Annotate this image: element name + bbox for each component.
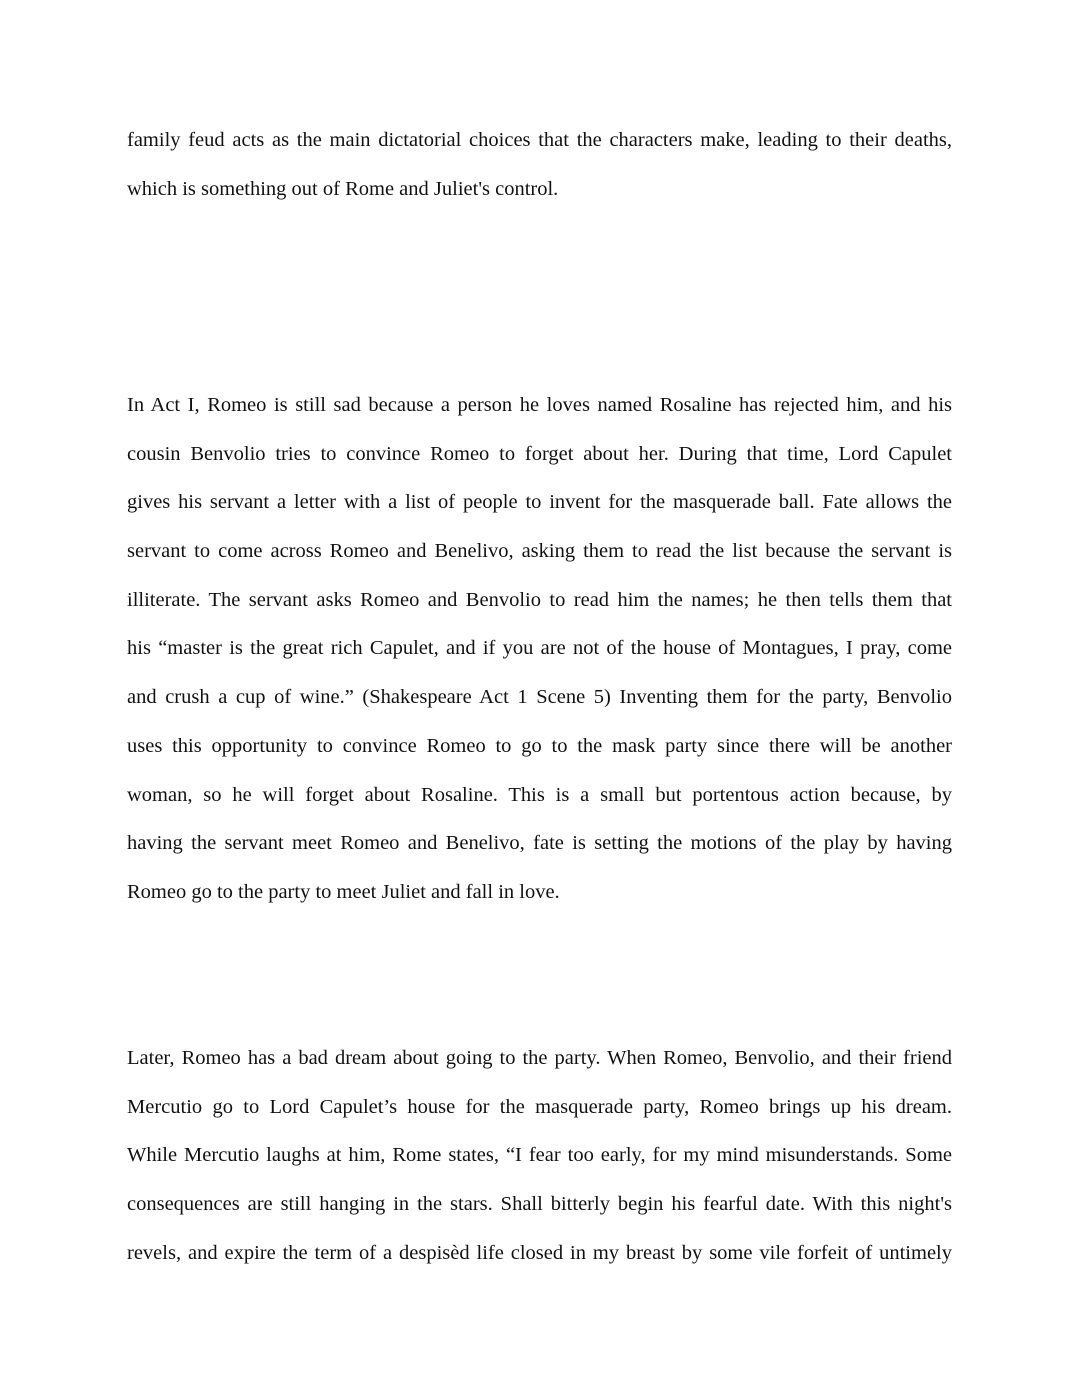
text-line: and crush a cup of wine.” (Shakespeare Act 1 Scene 5) Inventing them for the party, Benvolio: [127, 686, 952, 709]
text-line: woman, so he will forget about Rosaline. This is a small but portentous action because, by: [127, 783, 952, 806]
text-line: which is something out of Rome and Juliet's control.: [127, 177, 559, 200]
text-line: his “master is the great rich Capulet, and if you are not of the house of Montagues, I pray, come: [127, 637, 952, 660]
text-line: Mercutio go to Lord Capulet’s house for the masquerade party, Romeo brings up his dream.: [127, 1095, 952, 1118]
text-line: revels, and expire the term of a despisèd life closed in my breast by some vile forfeit of untimely: [127, 1241, 952, 1264]
text-line: illiterate. The servant asks Romeo and Benvolio to read him the names; he then tells them that: [127, 588, 952, 611]
text-line: Later, Romeo has a bad dream about going to the party. When Romeo, Benvolio, and their friend: [127, 1047, 952, 1069]
text-line: having the servant meet Romeo and Benelivo, fate is setting the motions of the play by having: [127, 832, 952, 855]
text-line: consequences are still hanging in the stars. Shall bitterly begin his fearful date. With this night's: [127, 1193, 952, 1216]
text-line: family feud acts as the main dictatorial choices that the characters make, leading to their deaths,: [127, 129, 952, 151]
paragraph-act-one: [127, 381, 952, 917]
text-line: gives his servant a letter with a list of people to invent for the masquerade ball. Fate allows the: [127, 491, 952, 514]
paragraph-feud-conclusion: [127, 116, 952, 213]
text-line: servant to come across Romeo and Benelivo, asking them to read the list because the servant is: [127, 540, 952, 563]
text-line: uses this opportunity to convince Romeo to go to the mask party since there will be another: [127, 734, 952, 757]
text-line: cousin Benvolio tries to convince Romeo to forget about her. During that time, Lord Capulet: [127, 442, 952, 465]
paragraph-romeo-dream: [127, 1034, 952, 1277]
text-line: In Act I, Romeo is still sad because a person he loves named Rosaline has rejected him, and his: [127, 394, 952, 416]
text-line: While Mercutio laughs at him, Rome states, “I fear too early, for my mind misunderstands. Some: [127, 1144, 952, 1167]
text-line: Romeo go to the party to meet Juliet and fall in love.: [127, 880, 560, 903]
